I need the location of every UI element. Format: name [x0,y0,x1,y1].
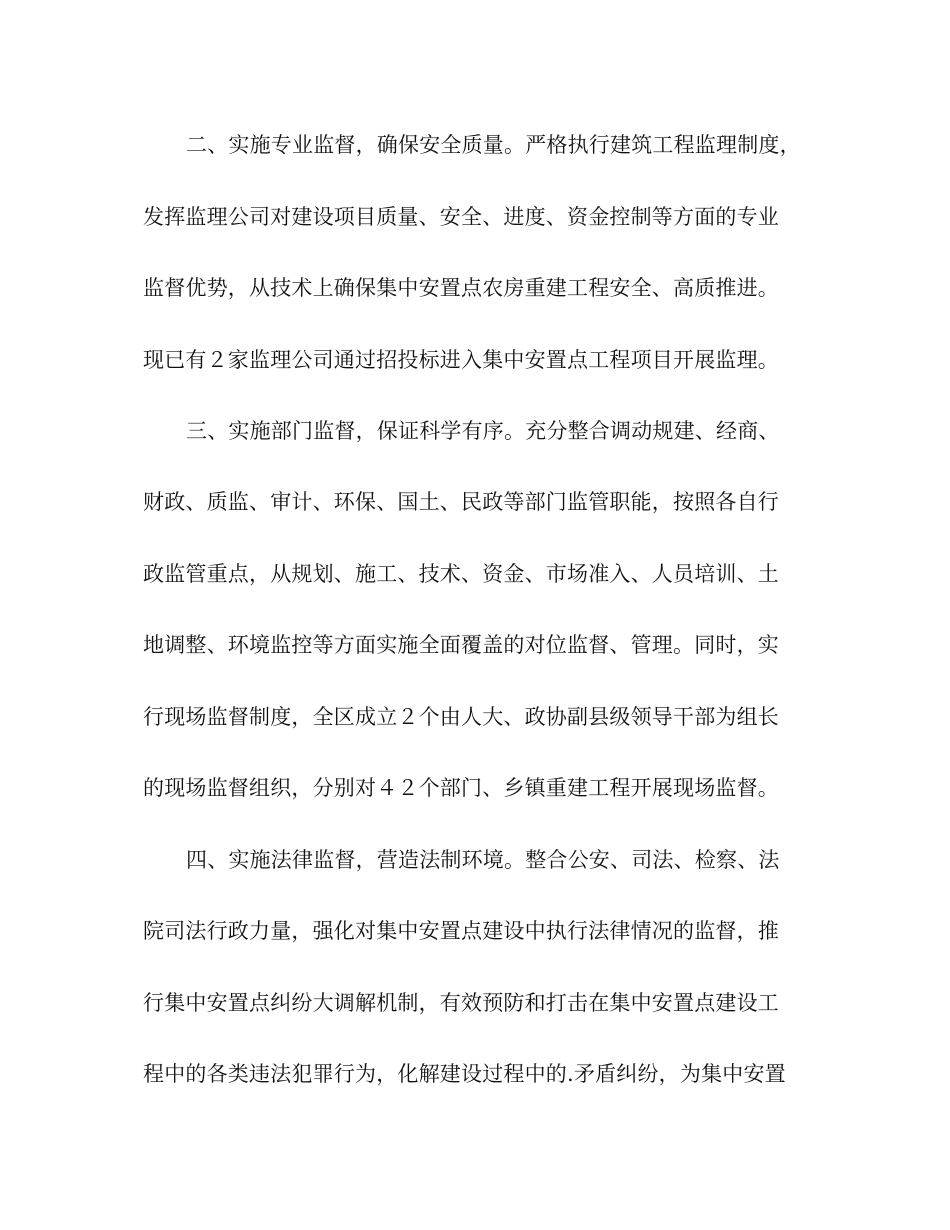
paragraph-2-line-3: 监督优势，从技术上确保集中安置点农房重建工程安全、高质推进。 [143,276,779,300]
paragraph-4-line-1: 四、实施法律监督，营造法制环境。整合公安、司法、检察、法 [186,848,780,872]
paragraph-3-line-2: 财政、质监、审计、环保、国土、民政等部门监管职能，按照各自行 [143,490,779,514]
paragraph-2-line-4: 现已有２家监理公司通过招投标进入集中安置点工程项目开展监理。 [143,348,779,372]
paragraph-4-line-2: 院司法行政力量，强化对集中安置点建设中执行法律情况的监督，推 [143,919,779,943]
paragraph-3-line-4: 地调整、环境监控等方面实施全面覆盖的对位监督、管理。同时，实 [143,633,779,657]
paragraph-3-line-6: 的现场监督组织，分别对４２个部门、乡镇重建工程开展现场监督。 [143,776,779,800]
paragraph-2-line-2: 发挥监理公司对建设项目质量、安全、进度、资金控制等方面的专业 [143,205,779,229]
paragraph-3-line-5: 行现场监督制度，全区成立２个由人大、政协副县级领导干部为组长 [143,705,779,729]
paragraph-4-line-3: 行集中安置点纠纷大调解机制，有效预防和打击在集中安置点建设工 [143,991,779,1015]
paragraph-3-line-3: 政监管重点，从规划、施工、技术、资金、市场准入、人员培训、土 [143,562,779,586]
paragraph-4-line-4: 程中的各类违法犯罪行为，化解建设过程中的.矛盾纠纷，为集中安置 [143,1062,786,1086]
paragraph-2-line-1: 二、实施专业监督，确保安全质量。严格执行建筑工程监理制度， [186,133,801,157]
paragraph-3-line-1: 三、实施部门监督，保证科学有序。充分整合调动规建、经商、 [186,419,780,443]
